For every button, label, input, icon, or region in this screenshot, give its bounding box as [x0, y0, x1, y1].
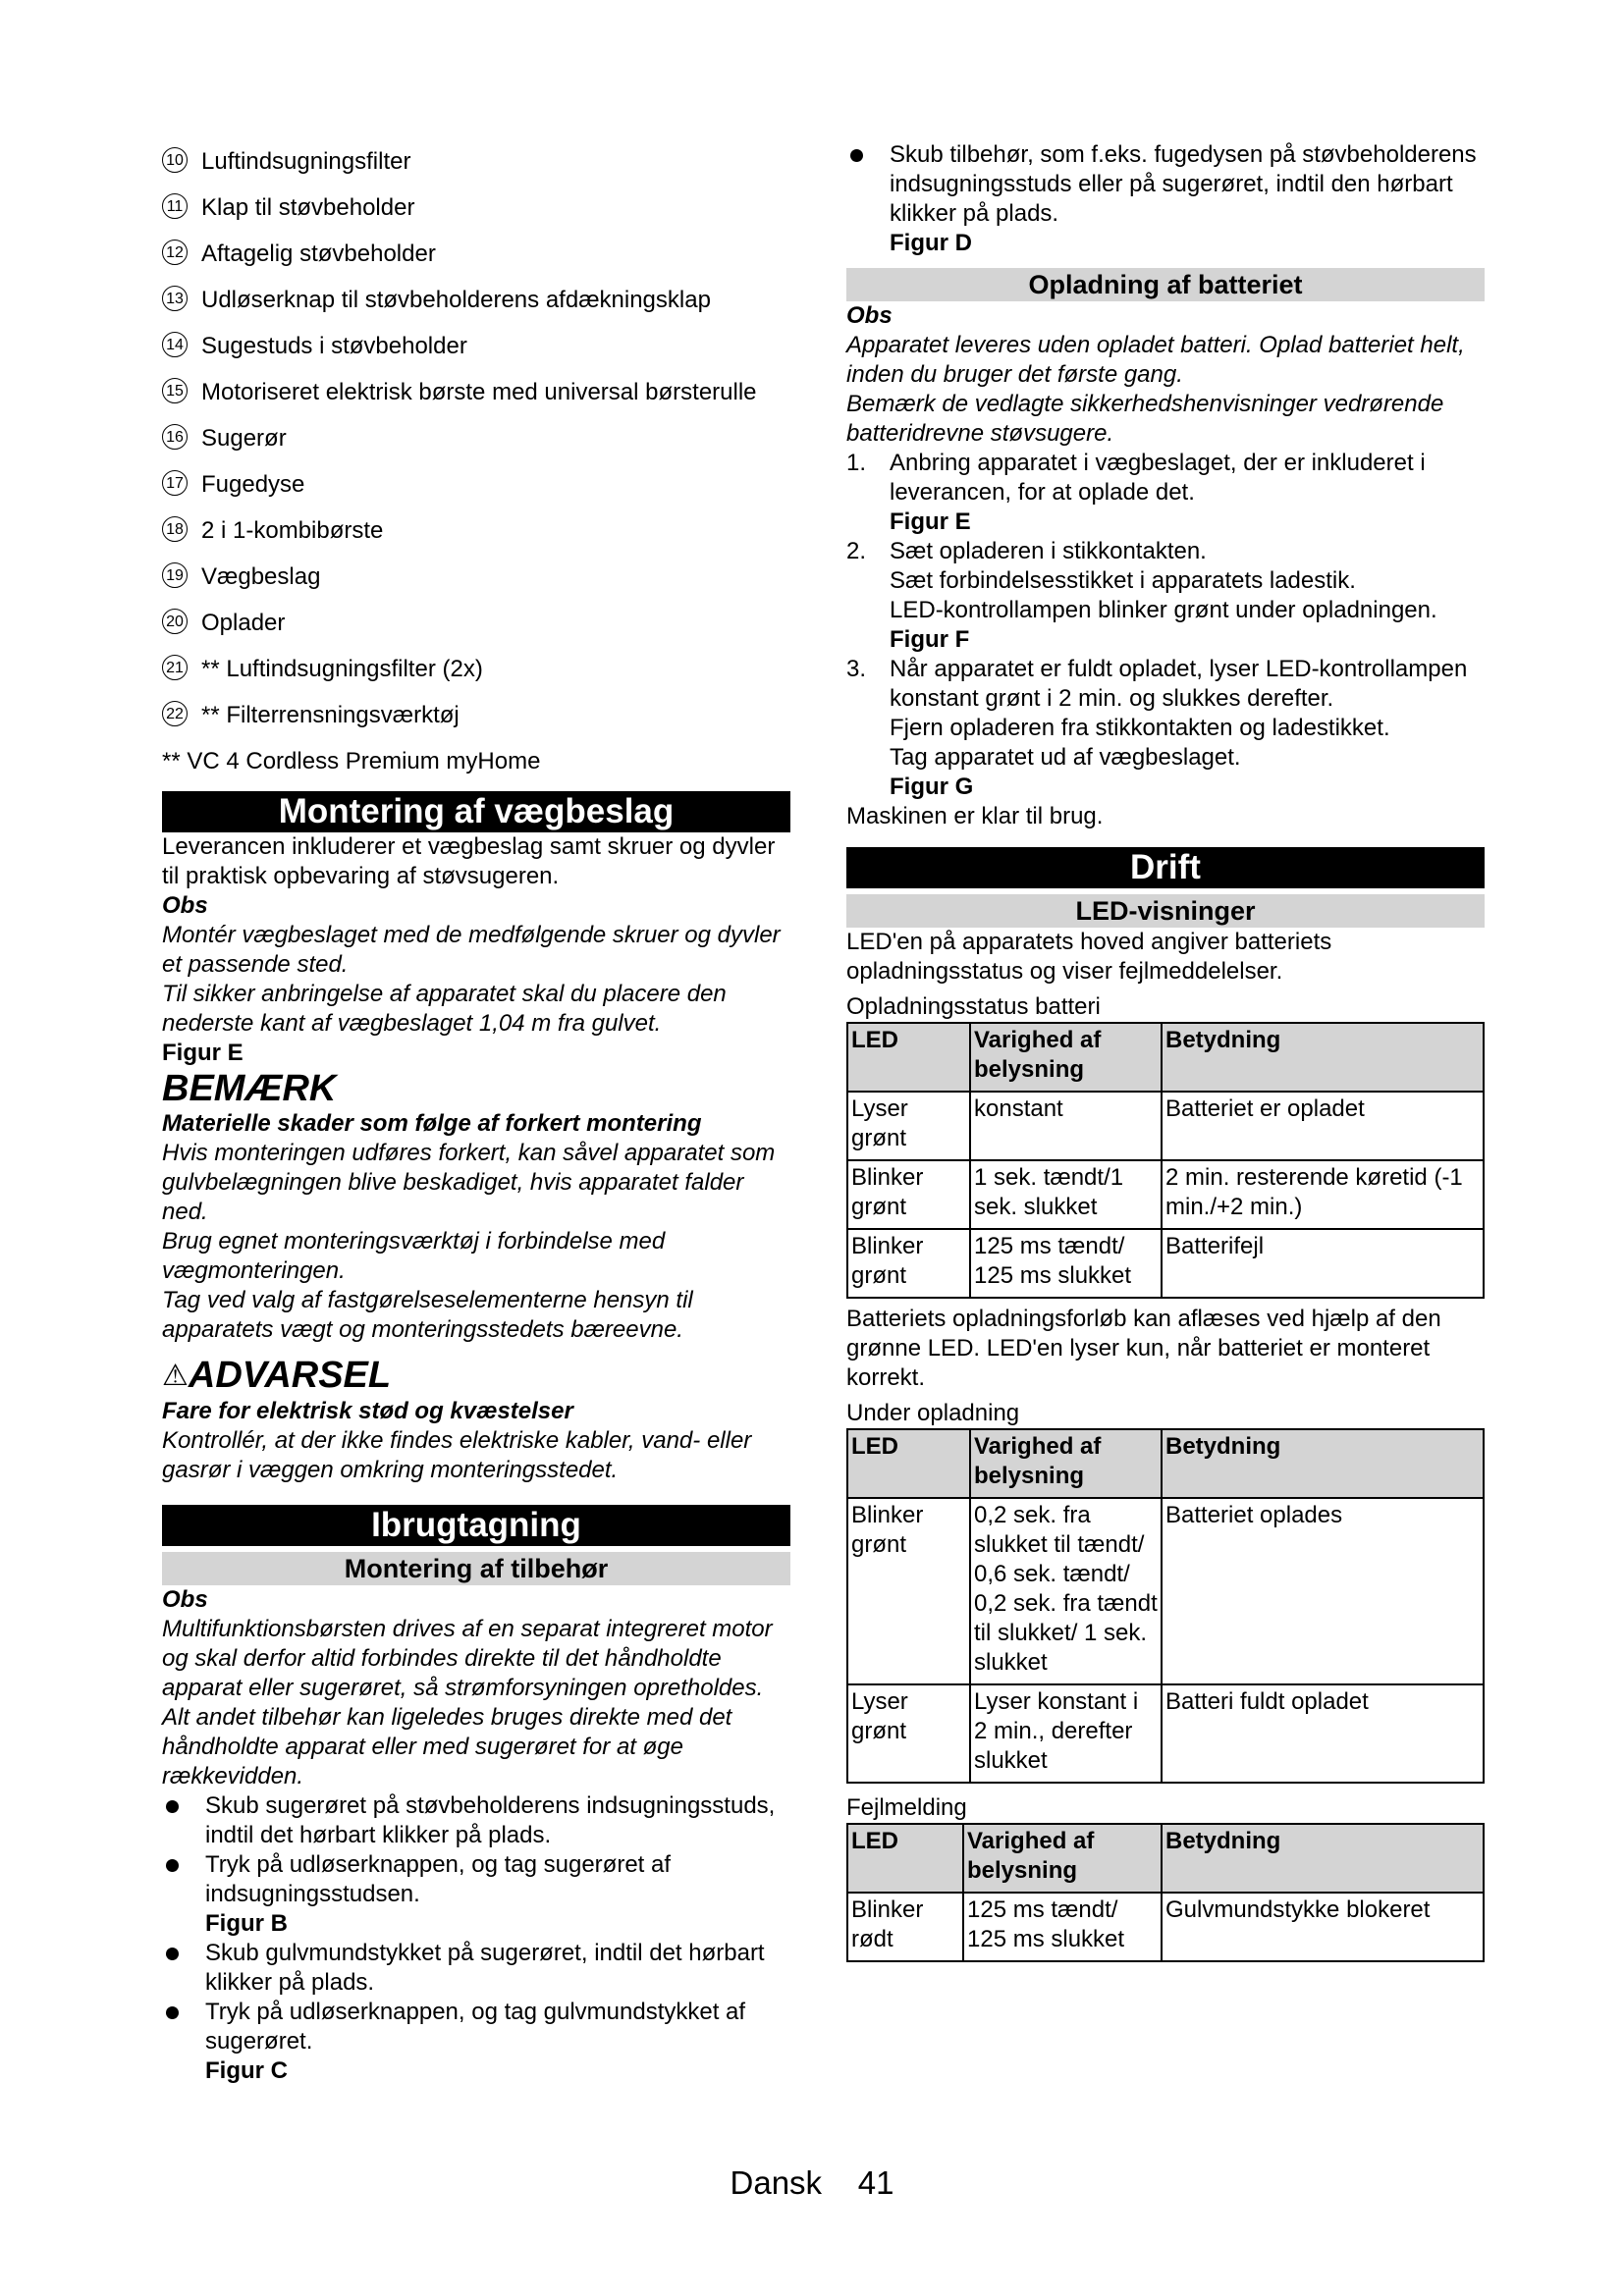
step-2: 2. Sæt opladeren i stikkontakten.	[846, 538, 1207, 564]
table-row	[847, 1092, 1484, 1160]
bullet-dot	[166, 1800, 179, 1813]
cell-led: Blinker grønt	[847, 1498, 970, 1684]
note-text-1: Hvis monteringen udføres forkert, kan såvel apparatet som gulvbelægningen blive beskadiget, hvis apparatet falder ned.	[162, 1140, 776, 1225]
header-duration: Varighed af belysning	[963, 1824, 1162, 1893]
figure-d-label: Figur D	[890, 230, 972, 256]
step-3: 3. Når apparatet er fuldt opladet, lyser LED-kontrollampen konstant grønt i 2 min. og slukkes derefter.	[846, 656, 1468, 712]
cell-led: Lyser grønt	[847, 1092, 970, 1160]
figure-b-label: Figur B	[205, 1910, 288, 1937]
parts-list-item	[162, 240, 790, 269]
premium-note: ** VC 4 Cordless Premium myHome	[162, 748, 541, 774]
list-item: Skub sugerøret på støvbeholderens indsugningsstuds, indtil det hørbart klikker på plads.	[162, 1791, 790, 1850]
page-number: 41	[857, 2164, 894, 2201]
item-label: Udløserknap til støvbeholderens afdækningsklap	[201, 287, 711, 313]
charge-obs-text-2: Bemærk de vedlagte sikkerhedshenvisninger vedrørende batteridrevne støvsugere.	[846, 391, 1444, 447]
charging-progress-text: Batteriets opladningsforløb kan aflæses ved hjælp af den grønne LED. LED'en lyser kun, når batteriet er monteret korrekt.	[846, 1306, 1441, 1391]
note-heading: BEMÆRK	[162, 1068, 337, 1109]
led-table-charge-status	[846, 1022, 1485, 1299]
step-2-figure: Figur F	[890, 626, 970, 653]
warning-heading: ⚠ADVARSEL	[162, 1355, 392, 1396]
item-label: Oplader	[201, 610, 286, 636]
mount-obs-text-2: Til sikker anbringelse af apparatet skal du placere den nederste kant af vægbeslaget 1,04 m fra gulvet.	[162, 981, 727, 1037]
table3-caption: Fejlmelding	[846, 1794, 967, 1821]
table-row	[847, 1229, 1484, 1298]
item-number-badge: 14	[162, 332, 188, 357]
charge-obs-label: Obs	[846, 302, 893, 329]
cell-duration: konstant	[970, 1092, 1162, 1160]
mount-obs-label: Obs	[162, 892, 208, 919]
section-heading-mount: Montering af vægbeslag	[162, 791, 790, 832]
header-duration: Varighed af belysning	[970, 1429, 1162, 1498]
item-number-badge: 10	[162, 147, 188, 173]
parts-list-item	[162, 470, 790, 500]
led-table-charging	[846, 1428, 1485, 1784]
section-heading-drift: Drift	[846, 847, 1485, 888]
item-label: Klap til støvbeholder	[201, 194, 415, 221]
item-number-badge: 18	[162, 516, 188, 542]
cell-duration: Lyser konstant i 2 min., derefter slukket	[970, 1684, 1162, 1783]
list-item: Skub tilbehør, som f.eks. fugedysen på støvbeholderens indsugningsstuds eller på sugerøret, indtil den hørbart klikker på plads.	[846, 140, 1485, 229]
list-item: Tryk på udløserknappen, og tag gulvmundstykket af sugerøret.	[162, 1998, 790, 2056]
charge-obs-text-1: Apparatet leveres uden opladet batteri. Oplad batteriet helt, inden du bruger det første gang.	[846, 332, 1465, 388]
subheading-accessories: Montering af tilbehør	[162, 1552, 790, 1585]
warning-text: Kontrollér, at der ikke findes elektriske kabler, vand- eller gasrør i væggen omkring monteringsstedet.	[162, 1427, 752, 1483]
item-number-badge: 17	[162, 470, 188, 496]
header-meaning: Betydning	[1162, 1023, 1484, 1092]
note-text-2: Brug egnet monteringsværktøj i forbindelse med vægmonteringen.	[162, 1228, 666, 1284]
item-label: ** Filterrensningsværktøj	[201, 702, 460, 728]
cell-led: Blinker rødt	[847, 1893, 963, 1961]
cell-led: Blinker grønt	[847, 1160, 970, 1229]
cell-duration: 1 sek. tændt/1 sek. slukket	[970, 1160, 1162, 1229]
left-column	[162, 147, 790, 2086]
item-number-badge: 15	[162, 378, 188, 403]
parts-list	[162, 147, 790, 730]
parts-list-item	[162, 701, 790, 730]
step-3-text-c: Tag apparatet ud af vægbeslaget.	[890, 744, 1241, 771]
step-3-text-b: Fjern opladeren fra stikkontakten og ladestikket.	[890, 715, 1390, 741]
item-number-badge: 20	[162, 609, 188, 634]
warning-triangle-icon: ⚠	[162, 1360, 189, 1392]
figure-c-label: Figur C	[205, 2057, 288, 2084]
step-3-figure: Figur G	[890, 774, 974, 800]
parts-list-item	[162, 424, 790, 454]
note-subheading: Materielle skader som følge af forkert montering	[162, 1110, 702, 1137]
note-text-3: Tag ved valg af fastgørelseselementerne hensyn til apparatets vægt og monteringsstedets bæreevne.	[162, 1287, 693, 1343]
item-number-badge: 12	[162, 240, 188, 265]
cell-duration: 125 ms tændt/ 125 ms slukket	[970, 1229, 1162, 1298]
header-led: LED	[847, 1824, 963, 1893]
item-number-badge: 11	[162, 193, 188, 219]
parts-list-item	[162, 655, 790, 684]
cell-meaning: Batteri fuldt opladet	[1162, 1684, 1484, 1783]
table2-caption: Under opladning	[846, 1400, 1020, 1426]
item-label: Vægbeslag	[201, 563, 321, 590]
cell-duration: 125 ms tændt/ 125 ms slukket	[963, 1893, 1162, 1961]
parts-list-item	[162, 193, 790, 223]
led-table-errors	[846, 1823, 1485, 1962]
step-1: 1. Anbring apparatet i vægbeslaget, der er inkluderet i leverancen, for at oplade det.	[846, 450, 1426, 506]
section-heading-ibrug: Ibrugtagning	[162, 1505, 790, 1546]
item-number-badge: 22	[162, 701, 188, 726]
item-label: Motoriseret elektrisk børste med universal børsterulle	[201, 379, 757, 405]
table-row	[847, 1160, 1484, 1229]
cell-meaning: Batteriet oplades	[1162, 1498, 1484, 1684]
list-item: Tryk på udløserknappen, og tag sugerøret af indsugningsstudsen.	[162, 1850, 790, 1909]
parts-list-item	[162, 562, 790, 592]
item-label: Sugerør	[201, 425, 287, 452]
mount-obs-text-1: Montér vægbeslaget med de medfølgende skruer og dyvler et passende sted.	[162, 922, 781, 978]
table-row	[847, 1893, 1484, 1961]
warning-subheading: Fare for elektrisk stød og kvæstelser	[162, 1398, 573, 1424]
table-row	[847, 1684, 1484, 1783]
item-label: Luftindsugningsfilter	[201, 148, 411, 175]
step-2-text-c: LED-kontrollampen blinker grønt under opladningen.	[890, 597, 1437, 623]
cell-duration: 0,2 sek. fra slukket til tændt/ 0,6 sek. tændt/ 0,2 sek. fra tændt til slukket/ 1 sek. slukket	[970, 1498, 1162, 1684]
step-2-text-b: Sæt forbindelsesstikket i apparatets ladestik.	[890, 567, 1356, 594]
item-number-badge: 21	[162, 655, 188, 680]
table1-caption: Opladningsstatus batteri	[846, 993, 1101, 1020]
item-label: Fugedyse	[201, 471, 305, 498]
cell-meaning: Batteriet er opladet	[1162, 1092, 1484, 1160]
cell-led: Lyser grønt	[847, 1684, 970, 1783]
mount-figure-label: Figur E	[162, 1040, 244, 1066]
bullet-dot	[166, 2006, 179, 2019]
footer-language: Dansk	[730, 2164, 823, 2201]
header-meaning: Betydning	[1162, 1824, 1484, 1893]
ibrug-obs-text-2: Alt andet tilbehør kan ligeledes bruges direkte med det håndholdte apparat eller med sugerøret for at øge rækkevidden.	[162, 1704, 732, 1789]
item-number-badge: 19	[162, 562, 188, 588]
bullet-dot	[166, 1948, 179, 1960]
parts-list-item	[162, 332, 790, 361]
table-row	[847, 1498, 1484, 1684]
cell-meaning: Gulvmundstykke blokeret	[1162, 1893, 1484, 1961]
item-number-badge: 13	[162, 286, 188, 311]
page-footer	[0, 2163, 1624, 2203]
item-label: 2 i 1-kombibørste	[201, 517, 384, 544]
ready-text: Maskinen er klar til brug.	[846, 803, 1104, 829]
ibrug-obs-label: Obs	[162, 1586, 208, 1613]
cell-meaning: Batterifejl	[1162, 1229, 1484, 1298]
item-label: ** Luftindsugningsfilter (2x)	[201, 656, 483, 682]
header-led: LED	[847, 1429, 970, 1498]
led-intro: LED'en på apparatets hoved angiver batteriets opladningsstatus og viser fejlmeddelelser.	[846, 929, 1332, 985]
cell-meaning: 2 min. resterende køretid (-1 min./+2 min.)	[1162, 1160, 1484, 1229]
ibrug-obs-text-1: Multifunktionsbørsten drives af en separat integreret motor og skal derfor altid forbindes direkte til det håndholdte apparat eller sugerøret, så strømforsyningen opretholdes.	[162, 1616, 773, 1701]
subheading-led: LED-visninger	[846, 894, 1485, 928]
item-label: Sugestuds i støvbeholder	[201, 333, 467, 359]
subheading-charging: Opladning af batteriet	[846, 268, 1485, 301]
mount-intro: Leverancen inkluderer et vægbeslag samt skruer og dyvler til praktisk opbevaring af støvsugeren.	[162, 833, 776, 889]
header-meaning: Betydning	[1162, 1429, 1484, 1498]
item-label: Aftagelig støvbeholder	[201, 240, 436, 267]
bullet-dot	[166, 1859, 179, 1872]
header-duration: Varighed af belysning	[970, 1023, 1162, 1092]
parts-list-item	[162, 378, 790, 407]
right-column	[846, 140, 1485, 1962]
bullet-dot	[850, 149, 863, 162]
cell-led: Blinker grønt	[847, 1229, 970, 1298]
list-item: Skub gulvmundstykket på sugerøret, indtil det hørbart klikker på plads.	[162, 1939, 790, 1998]
parts-list-item	[162, 147, 790, 177]
parts-list-item	[162, 286, 790, 315]
header-led: LED	[847, 1023, 970, 1092]
parts-list-item	[162, 609, 790, 638]
step-1-figure: Figur E	[890, 508, 971, 535]
parts-list-item	[162, 516, 790, 546]
item-number-badge: 16	[162, 424, 188, 450]
